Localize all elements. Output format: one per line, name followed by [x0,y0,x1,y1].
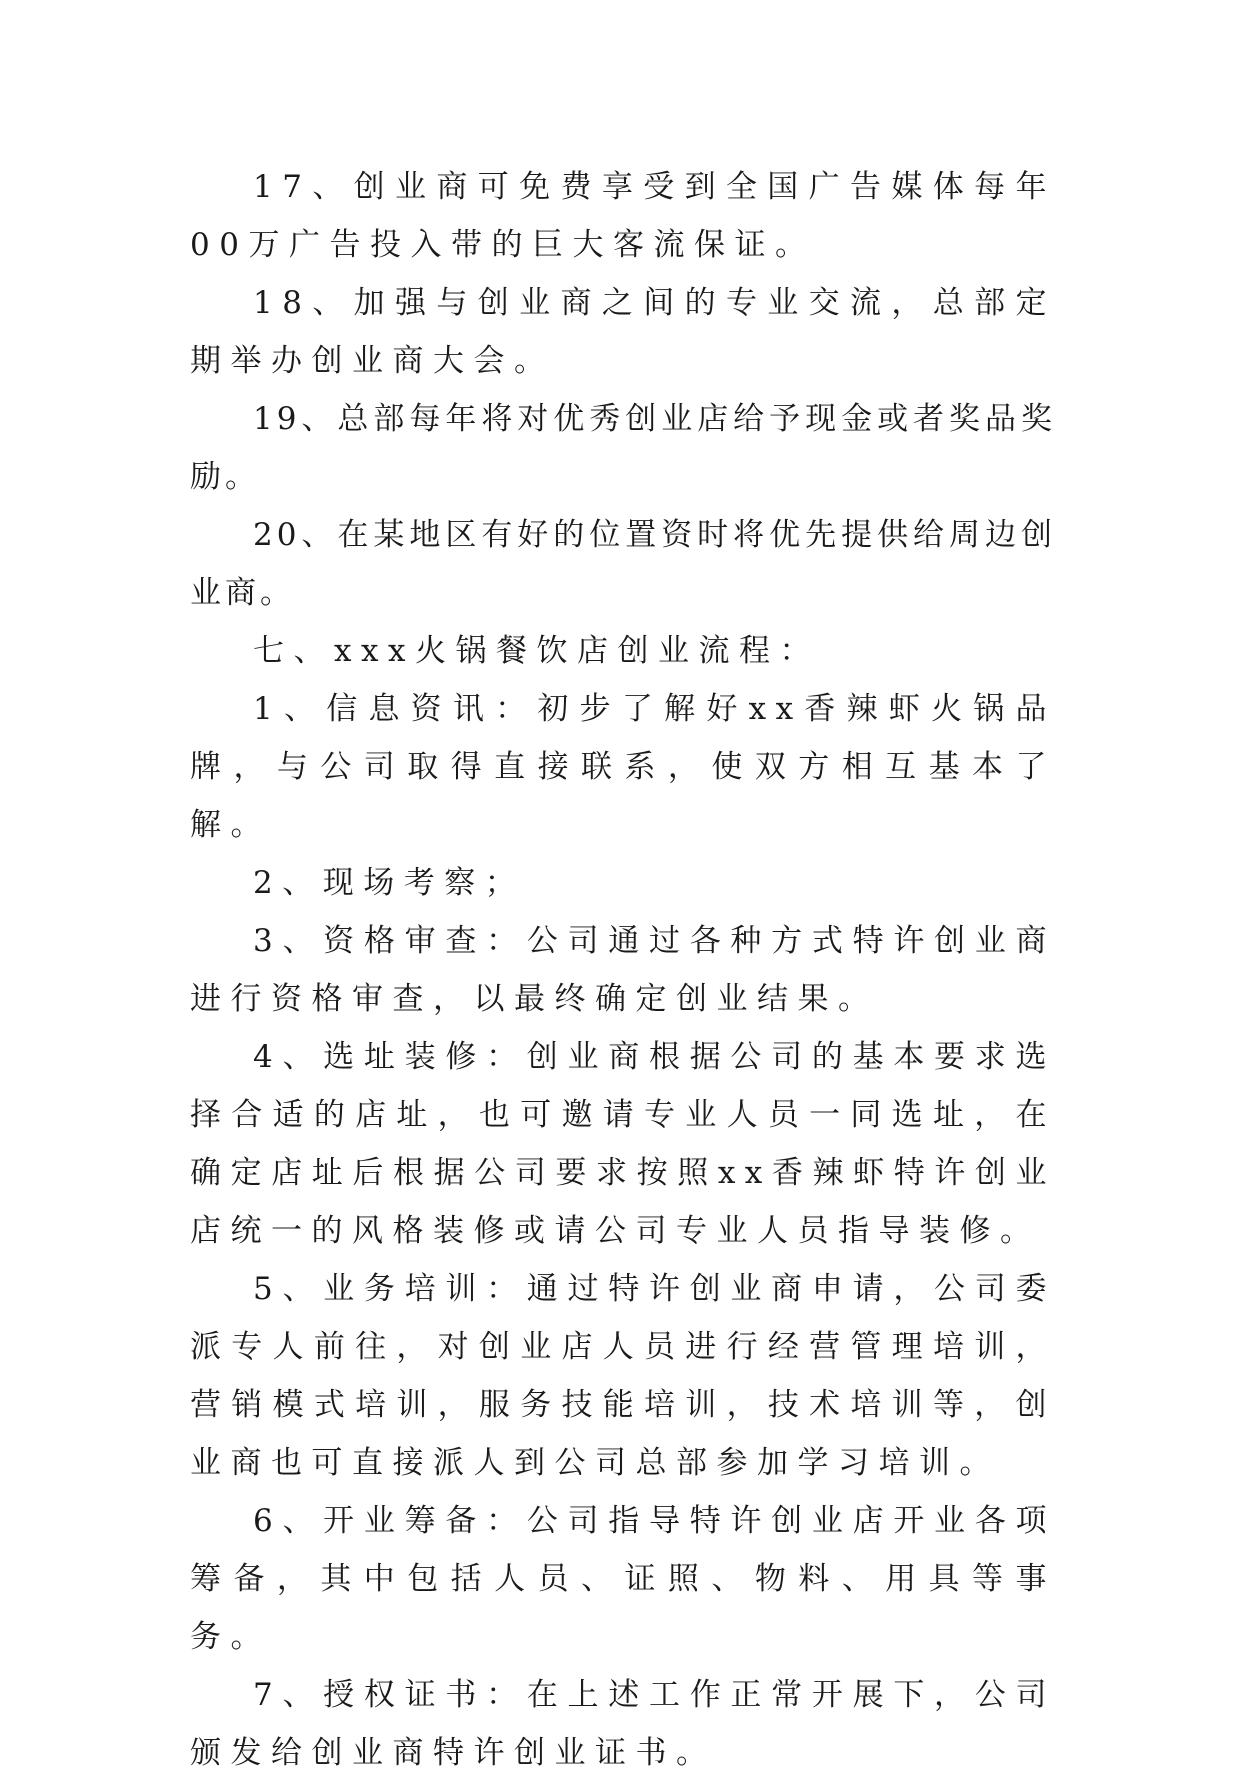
paragraph-step-5: 5、业务培训：通过特许创业商申请，公司委派专人前往，对创业店人员进行经营管理培训，营销模式培训，服务技能培训，技术培训等，创业商也可直接派人到公司总部参加学习培训。 [190,1271,1056,1481]
paragraph-step-4: 4、选址装修：创业商根据公司的基本要求选择合适的店址，也可邀请专业人员一同选址，在确定店址后根据公司要求按照xx香辣虾特许创业店统一的风格装修或请公司专业人员指导装修。 [190,1039,1056,1249]
paragraph-step-2: 2、现场考察； [253,865,526,901]
paragraph-18: 18、加强与创业商之间的专业交流，总部定期举办创业商大会。 [190,285,1056,379]
paragraph-step-6: 6、开业筹备：公司指导特许创业店开业各项筹备，其中包括人员、证照、物料、用具等事务。 [190,1503,1056,1655]
paragraph-17: 17、创业商可免费享受到全国广告媒体每年00万广告投入带的巨大客流保证。 [190,169,1056,263]
paragraph-step-1: 1、信息资讯：初步了解好xx香辣虾火锅品牌，与公司取得直接联系，使双方相互基本了解。 [190,691,1056,843]
paragraph-step-3: 3、资格审查：公司通过各种方式特许创业商进行资格审查，以最终确定创业结果。 [190,923,1056,1017]
paragraph-20: 20、在某地区有好的位置资时将优先提供给周边创业商。 [190,517,1056,611]
document-body [190,158,1056,1782]
paragraph-19: 19、总部每年将对优秀创业店给予现金或者奖品奖励。 [190,401,1056,495]
paragraph-step-7: 7、授权证书：在上述工作正常开展下，公司颁发给创业商特许创业证书。 [190,1677,1056,1771]
section-heading-7: 七、xxx火锅餐饮店创业流程： [253,633,820,669]
